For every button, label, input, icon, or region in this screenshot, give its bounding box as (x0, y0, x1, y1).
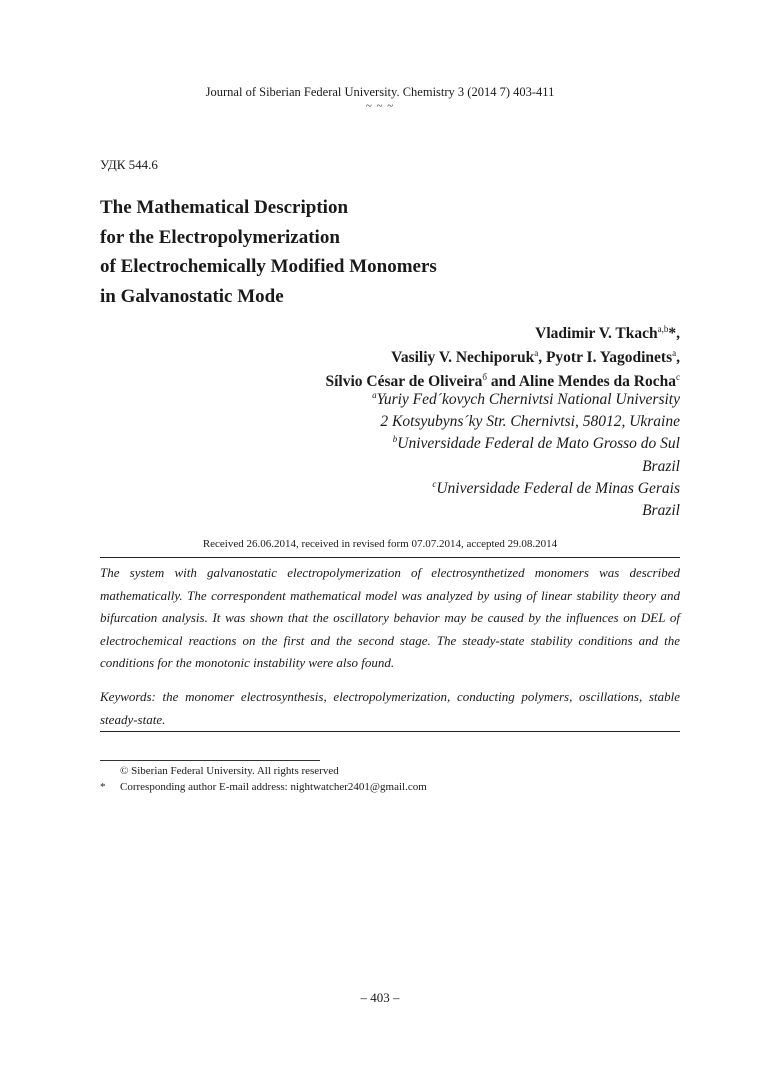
author-affiliation-mark: a,b (657, 324, 669, 334)
author-separator: , (538, 349, 546, 366)
affiliation-country: Brazil (642, 502, 680, 520)
author-name: Vasiliy V. Nechiporuk (391, 349, 535, 366)
author-separator: , (676, 349, 680, 366)
paper-title (100, 193, 660, 311)
affiliation-address: 2 Kotsyubyns´ky Str. Chernivtsi, 58012, Ukraine (380, 413, 680, 431)
keywords-text: Keywords: the monomer electrosynthesis, electropolymerization, conducting polymers, oscillations, stable steady-state. (100, 689, 680, 727)
affiliation-name: Yuriy Fed´kovych Chernivtsi National University (376, 391, 680, 408)
author-list (80, 322, 680, 394)
affiliation-line (80, 433, 680, 455)
journal-header: Journal of Siberian Federal University. Chemistry 3 (2014 7) 403-411 (205, 85, 555, 99)
affiliation-mark: c (432, 478, 437, 489)
affiliation-line (80, 389, 680, 411)
footnotes (100, 763, 680, 795)
copyright-text: © Siberian Federal University. All rights reserved (120, 765, 339, 777)
affiliation-name: Universidade Federal de Mato Grosso do Sul (397, 435, 680, 453)
footnote-mark: * (100, 781, 106, 793)
title-line: The Mathematical Description (100, 197, 349, 218)
affiliation-mark: b (392, 434, 398, 445)
copyright-footnote (100, 763, 680, 779)
corresponding-email-text: Corresponding author E-mail address: nightwatcher2401@gmail.com (120, 781, 427, 793)
corresponding-mark: *, (668, 325, 680, 342)
author-separator: and (486, 373, 519, 390)
title-line: of Electrochemically Modified Monomers (100, 256, 437, 277)
udk-code: УДК 544.6 (100, 157, 158, 172)
author-affiliation-mark: б (482, 372, 487, 382)
author-affiliation-mark: a (672, 348, 677, 358)
affiliation-country: Brazil (642, 457, 680, 475)
author-name: Vladimir V. Tkach (535, 325, 658, 342)
author-affiliation-mark: a (534, 348, 539, 358)
header-ornament: ~ ~ ~ (365, 100, 395, 112)
abstract-top-rule (100, 557, 680, 558)
author-name: Sílvio César de Oliveira (325, 373, 483, 390)
author-line (80, 322, 680, 346)
page-number: – 403 – (360, 990, 400, 1005)
affiliation-list (80, 389, 680, 522)
author-name: Aline Mendes da Rocha (518, 373, 676, 390)
affiliation-line (80, 478, 680, 500)
title-line: for the Electropolymerization (100, 226, 340, 248)
received-dates: Received 26.06.2014, received in revised form 07.07.2014, accepted 29.08.2014 (202, 538, 558, 550)
author-name: Pyotr I. Yagodinets (545, 349, 673, 366)
affiliation-name: Universidade Federal de Minas Gerais (436, 479, 680, 497)
footnote-rule (100, 760, 320, 761)
author-affiliation-mark: c (676, 372, 680, 382)
abstract-text: The system with galvanostatic electropolymerization of electrosynthetized monomers was described mathematically. The correspondent mathematical model was analyzed by using of linear stability theory and bifurcation analysis. It was shown that the oscillatory behavior may be caused by the influences on DEL of electrochemical reactions on the first and the second stage. The steady-state stability conditions and the conditions for the monotonic instability were also found. (100, 565, 680, 670)
author-line (80, 346, 680, 370)
title-line: in Galvanostatic Mode (100, 285, 284, 307)
affiliation-mark: a (372, 390, 377, 400)
abstract-bottom-rule (100, 731, 680, 732)
corresponding-footnote (100, 779, 680, 795)
